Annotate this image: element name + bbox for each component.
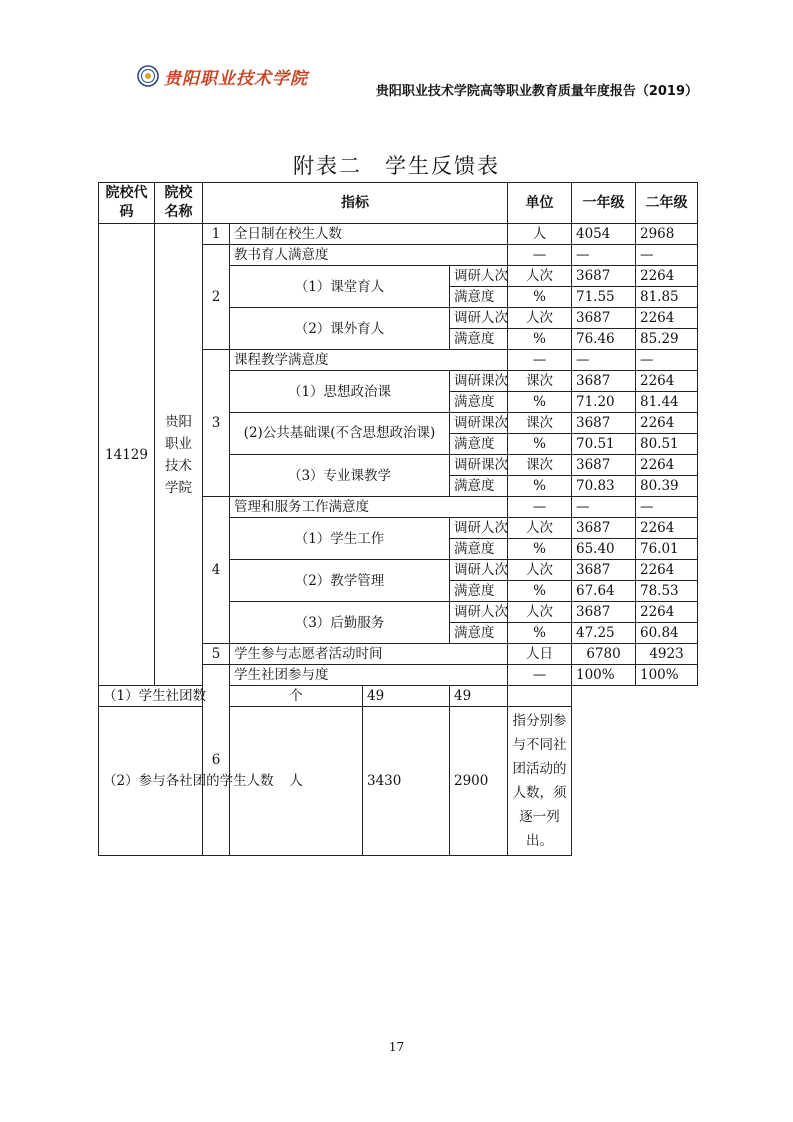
sub-indicator: （1）课堂育人 <box>230 266 450 308</box>
year1-cell: 65.40 <box>572 539 636 560</box>
year2-cell: — <box>636 350 698 371</box>
year1-cell: — <box>572 350 636 371</box>
unit-cell: — <box>508 665 572 686</box>
indicator-name: 管理和服务工作满意度 <box>230 497 508 518</box>
year2-cell: 81.44 <box>636 392 698 413</box>
unit-cell: % <box>508 392 572 413</box>
page-header <box>0 0 793 110</box>
header-unit: 单位 <box>508 183 572 224</box>
measure-cell: 满意度 <box>450 287 508 308</box>
sub-indicator: (2)公共基础课(不含思想政治课) <box>230 413 450 455</box>
row-number: 3 <box>203 350 230 497</box>
year2-cell: 2264 <box>636 518 698 539</box>
year1-cell: 49 <box>363 686 450 707</box>
sub-indicator: （3）专业课教学 <box>230 455 450 497</box>
year1-cell: 4054 <box>572 224 636 245</box>
year2-cell: — <box>636 245 698 266</box>
unit-cell: % <box>508 329 572 350</box>
year2-cell: 76.01 <box>636 539 698 560</box>
row-number: 1 <box>203 224 230 245</box>
header-year2: 二年级 <box>636 183 698 224</box>
year1-cell: 3687 <box>572 455 636 476</box>
unit-cell: % <box>508 476 572 497</box>
unit-cell: % <box>508 623 572 644</box>
year1-cell: 3687 <box>572 308 636 329</box>
measure-cell: 调研人次 <box>450 308 508 329</box>
measure-cell: 调研课次 <box>450 413 508 434</box>
unit-cell: % <box>508 434 572 455</box>
measure-cell: 调研人次 <box>450 602 508 623</box>
year2-cell: 2264 <box>636 560 698 581</box>
year2-cell: 49 <box>450 686 508 707</box>
header-indicator: 指标 <box>203 183 508 224</box>
indicator-name: 课程教学满意度 <box>230 350 508 371</box>
sub-indicator: （2）参与各社团的学生人数 <box>99 707 230 856</box>
indicator-name: 学生参与志愿者活动时间 <box>230 644 508 665</box>
table-header-row <box>99 183 698 224</box>
sub-indicator: （1）思想政治课 <box>230 371 450 413</box>
sub-indicator: （2）教学管理 <box>230 560 450 602</box>
row-number: 6 <box>203 665 230 856</box>
header-year1: 一年级 <box>572 183 636 224</box>
measure-cell: 满意度 <box>450 476 508 497</box>
measure-cell: 满意度 <box>450 539 508 560</box>
unit-cell: — <box>508 497 572 518</box>
unit-cell: 课次 <box>508 371 572 392</box>
unit-cell: 人次 <box>508 560 572 581</box>
measure-cell: 调研人次 <box>450 266 508 287</box>
year2-cell: 78.53 <box>636 581 698 602</box>
indicator-name: 教书育人满意度 <box>230 245 508 266</box>
student-feedback-table <box>98 182 698 856</box>
school-seal-icon <box>137 65 159 87</box>
indicator-name: 全日制在校生人数 <box>230 224 508 245</box>
year1-cell: 3687 <box>572 602 636 623</box>
logo-text: 贵阳职业技术学院 <box>164 68 308 89</box>
year2-cell: 2264 <box>636 308 698 329</box>
unit-cell: — <box>508 350 572 371</box>
measure-cell: 调研人次 <box>450 518 508 539</box>
year1-cell: 71.55 <box>572 287 636 308</box>
unit-cell: 课次 <box>508 413 572 434</box>
unit-cell: 人次 <box>508 602 572 623</box>
unit-cell: 人次 <box>508 308 572 329</box>
sub-indicator: （3）后勤服务 <box>230 602 450 644</box>
measure-cell: 满意度 <box>450 623 508 644</box>
year1-cell: 3430 <box>363 707 450 856</box>
year2-cell: 60.84 <box>636 623 698 644</box>
year1-cell: 70.51 <box>572 434 636 455</box>
year2-cell: 80.39 <box>636 476 698 497</box>
measure-cell: 调研人次 <box>450 560 508 581</box>
year2-cell: — <box>636 497 698 518</box>
indicator-name: 学生社团参与度 <box>230 665 508 686</box>
remark-cell <box>508 686 572 707</box>
year2-cell: 81.85 <box>636 287 698 308</box>
unit-cell: 人 <box>230 707 363 856</box>
unit-cell: 人次 <box>508 266 572 287</box>
unit-cell: 人日 <box>508 644 572 665</box>
year1-cell: 100% <box>572 665 636 686</box>
unit-cell: 人 <box>508 224 572 245</box>
unit-cell: % <box>508 287 572 308</box>
unit-cell: — <box>508 245 572 266</box>
year1-cell: 76.46 <box>572 329 636 350</box>
sub-indicator: （1）学生工作 <box>230 518 450 560</box>
measure-cell: 调研课次 <box>450 455 508 476</box>
sub-indicator: （2）课外育人 <box>230 308 450 350</box>
year1-cell: 71.20 <box>572 392 636 413</box>
measure-cell: 调研课次 <box>450 371 508 392</box>
table-row <box>99 686 698 707</box>
year1-cell: 6780 <box>572 644 636 665</box>
year2-cell: 2900 <box>450 707 508 856</box>
unit-cell: 人次 <box>508 518 572 539</box>
unit-cell: 个 <box>230 686 363 707</box>
school-code-cell: 14129 <box>99 224 155 686</box>
year2-cell: 100% <box>636 665 698 686</box>
unit-cell: % <box>508 581 572 602</box>
measure-cell: 满意度 <box>450 392 508 413</box>
school-name-cell: 贵阳职业技术学院 <box>155 224 203 686</box>
unit-cell: % <box>508 539 572 560</box>
year1-cell: 47.25 <box>572 623 636 644</box>
year2-cell: 2264 <box>636 455 698 476</box>
year1-cell: — <box>572 245 636 266</box>
row-number: 2 <box>203 245 230 350</box>
row-number: 4 <box>203 497 230 644</box>
year2-cell: 80.51 <box>636 434 698 455</box>
report-title: 贵阳职业技术学院高等职业教育质量年度报告（2019） <box>375 84 698 99</box>
year2-cell: 2968 <box>636 224 698 245</box>
school-logo <box>137 62 317 90</box>
year1-cell: 3687 <box>572 518 636 539</box>
year2-cell: 2264 <box>636 602 698 623</box>
year2-cell: 85.29 <box>636 329 698 350</box>
year2-cell: 2264 <box>636 413 698 434</box>
measure-cell: 满意度 <box>450 581 508 602</box>
header-school-code: 院校代码 <box>99 183 155 224</box>
sub-indicator: （1）学生社团数 <box>99 686 230 707</box>
page-title: 附表二 学生反馈表 <box>293 154 500 178</box>
page-number: 17 <box>388 1040 405 1054</box>
year1-cell: 67.64 <box>572 581 636 602</box>
measure-cell: 满意度 <box>450 434 508 455</box>
measure-cell: 满意度 <box>450 329 508 350</box>
year1-cell: 3687 <box>572 371 636 392</box>
year1-cell: 3687 <box>572 266 636 287</box>
remark-note: 指分别参与不同社团活动的人数，须逐一列出。 <box>508 707 572 856</box>
year1-cell: 3687 <box>572 413 636 434</box>
header-school-name: 院校名称 <box>155 183 203 224</box>
row-number: 5 <box>203 644 230 665</box>
year1-cell: 3687 <box>572 560 636 581</box>
year1-cell: — <box>572 497 636 518</box>
unit-cell: 课次 <box>508 455 572 476</box>
year2-cell: 2264 <box>636 266 698 287</box>
year1-cell: 70.83 <box>572 476 636 497</box>
year2-cell: 2264 <box>636 371 698 392</box>
table-row <box>99 707 698 856</box>
table-row <box>99 224 698 245</box>
year2-cell: 4923 <box>636 644 698 665</box>
